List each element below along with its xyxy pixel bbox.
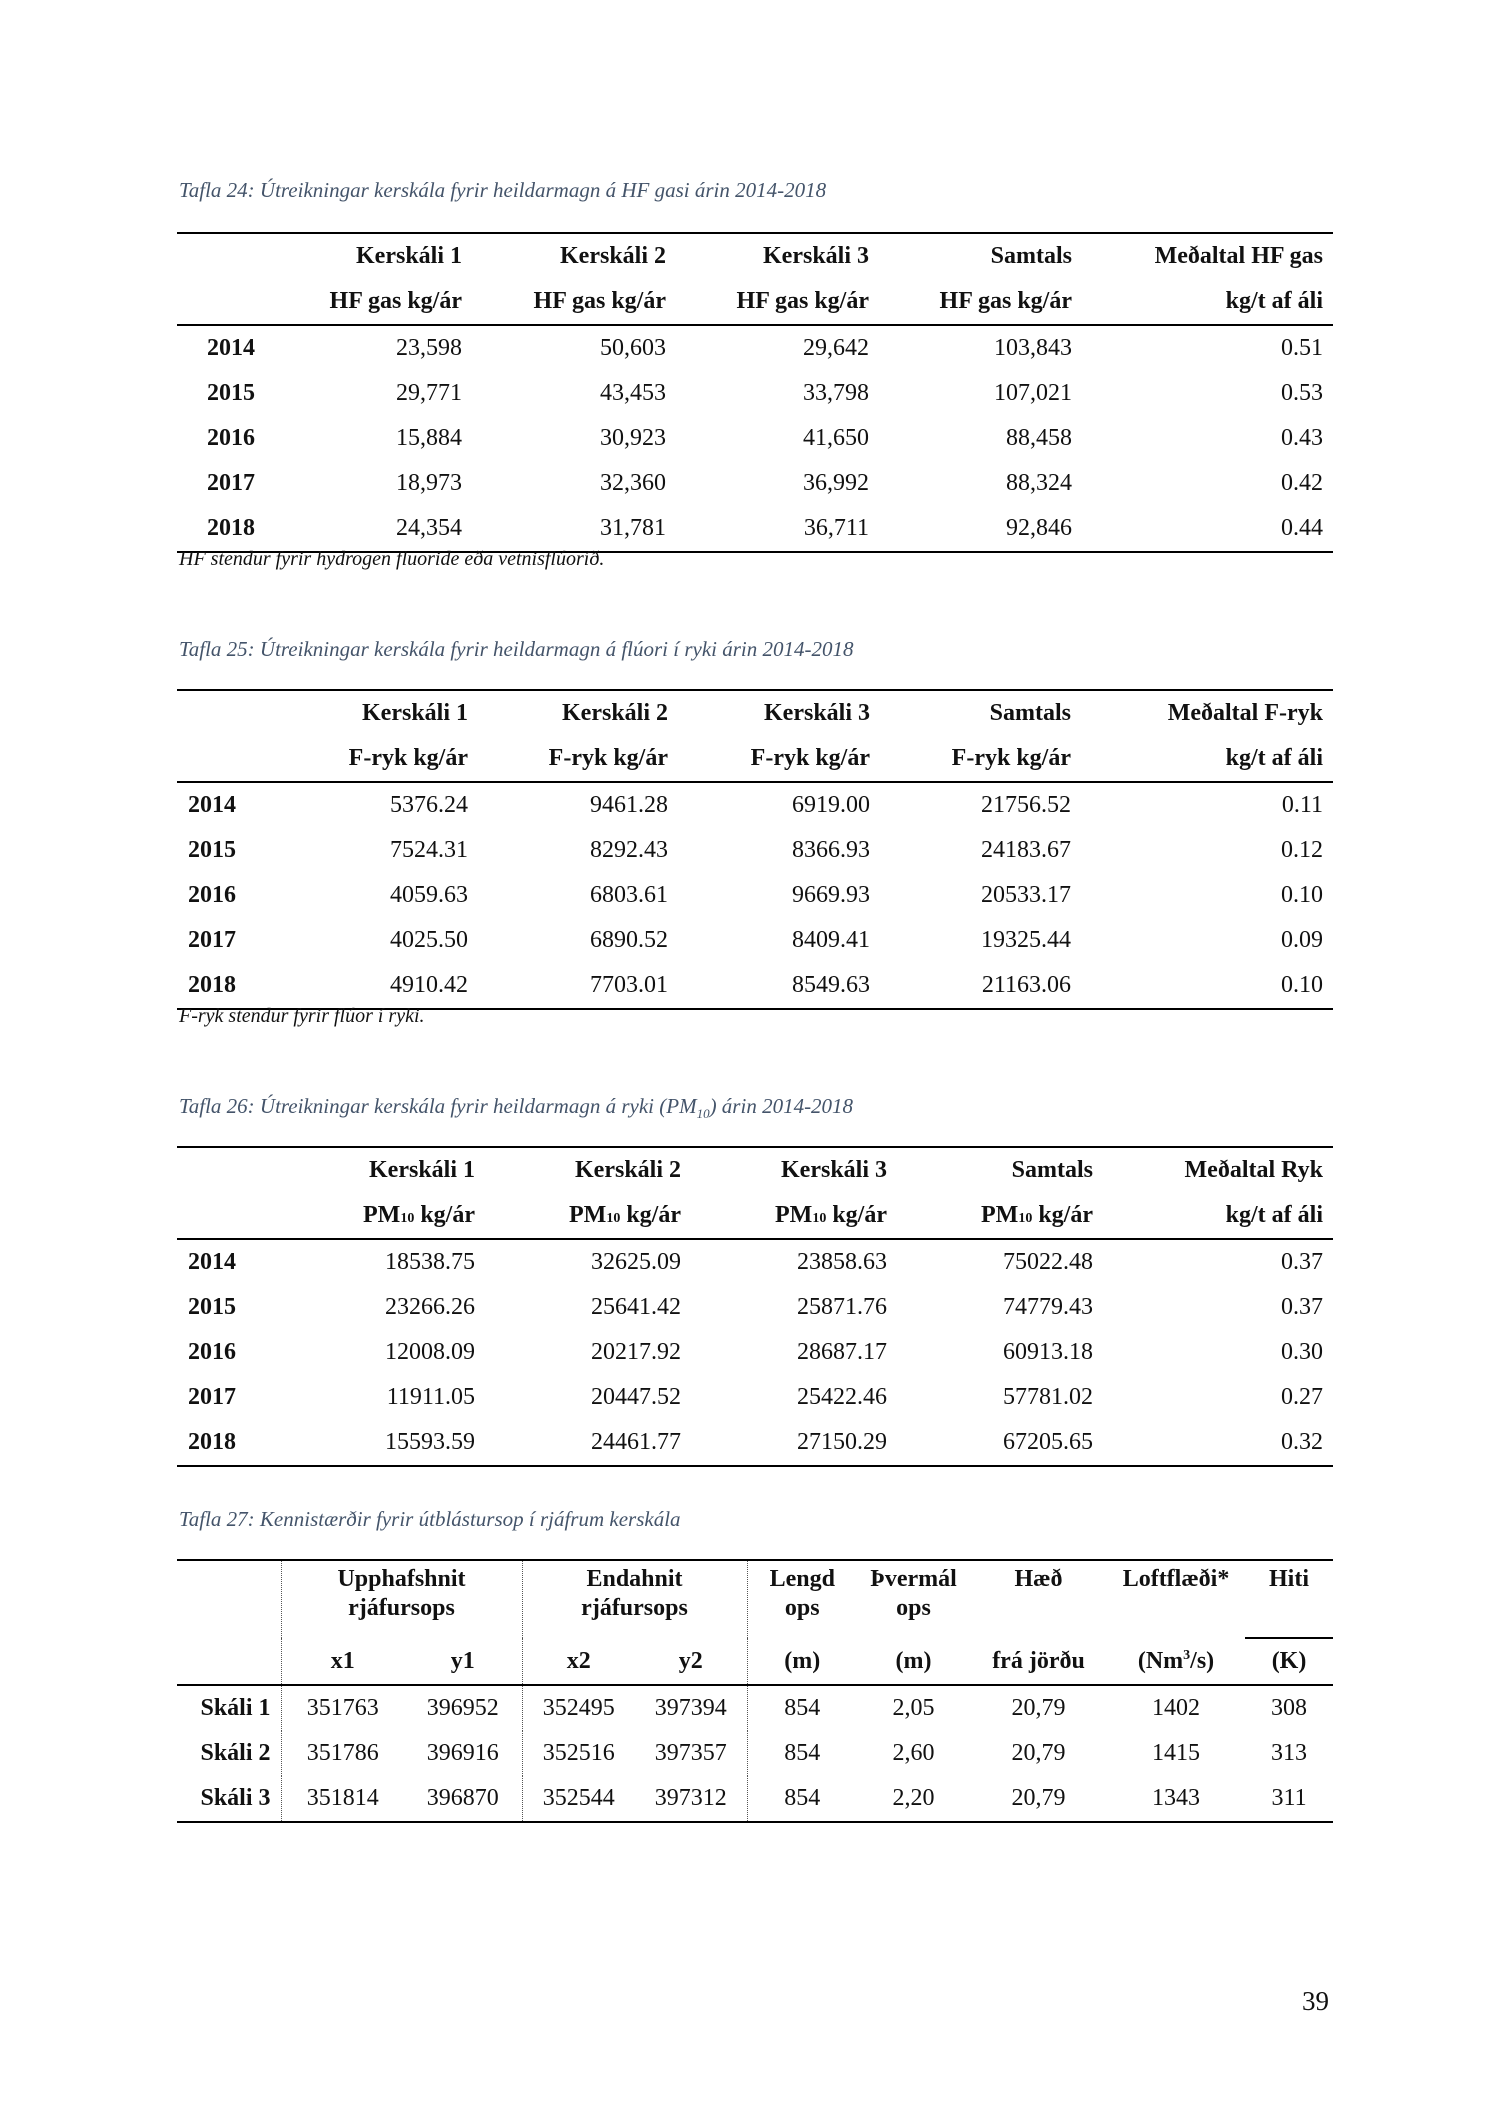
- data-cell: 32,360: [600, 470, 666, 496]
- column-header: [747, 1560, 857, 1638]
- column-header: Kerskáli 1: [296, 690, 468, 736]
- column-header: Kerskáli 2: [475, 1147, 681, 1193]
- header-row: [177, 1638, 1333, 1685]
- data-cell: 30,923: [600, 425, 666, 451]
- data-cell: 0.10: [1281, 882, 1323, 908]
- data-cell: 25871.76: [797, 1294, 887, 1320]
- data-cell: 352495: [522, 1685, 635, 1731]
- data-cell: 854: [747, 1731, 857, 1776]
- data-cell: 74779.43: [1003, 1294, 1093, 1320]
- data-cell: 88,458: [1006, 425, 1072, 451]
- column-header: [857, 1560, 970, 1638]
- column-unit: kg/t af áli: [1071, 736, 1333, 782]
- unit-text: kg/ár: [620, 1202, 681, 1228]
- data-cell: 0.42: [1281, 470, 1323, 496]
- data-cell: 0.51: [1281, 335, 1323, 361]
- data-cell: 6803.61: [590, 882, 668, 908]
- row-year: 2017: [188, 1384, 236, 1410]
- table-row: [177, 1285, 1333, 1330]
- data-cell: 311: [1245, 1776, 1333, 1822]
- header-line: Hæð: [1014, 1566, 1063, 1592]
- table-row: [177, 325, 1333, 371]
- data-cell: 24183.67: [981, 837, 1071, 863]
- data-cell: 29,642: [803, 335, 869, 361]
- table-25: [177, 689, 1333, 1010]
- column-unit: kg/t af áli: [1072, 279, 1333, 325]
- data-cell: 20447.52: [591, 1384, 681, 1410]
- column-unit: x1: [281, 1638, 404, 1685]
- data-cell: 6919.00: [792, 792, 870, 818]
- header-line: Lengd: [769, 1566, 835, 1592]
- data-cell: 24461.77: [475, 1420, 681, 1466]
- header-line: Þvermál: [870, 1566, 957, 1592]
- table-row: [177, 1731, 1333, 1776]
- header-row: [177, 279, 1333, 325]
- column-unit: kg/t af áli: [1093, 1193, 1333, 1239]
- group-header: [281, 1560, 522, 1638]
- header-row: [177, 736, 1333, 782]
- caption-sub: 10: [696, 1106, 710, 1122]
- table-row: [177, 1420, 1333, 1466]
- row-year: 2016: [207, 425, 255, 451]
- column-unit: y1: [404, 1638, 522, 1685]
- data-cell: 0.10: [1071, 963, 1333, 1009]
- header-cell: [177, 1147, 296, 1193]
- table-24-note: HF stendur fyrir hydrogen fluoride eða vetnisflúoríð.: [179, 548, 605, 570]
- table-row: [177, 918, 1333, 963]
- data-cell: 0.09: [1281, 927, 1323, 953]
- data-cell: 1402: [1152, 1695, 1201, 1721]
- data-cell: 396916: [426, 1740, 499, 1766]
- data-cell: 12008.09: [385, 1339, 475, 1365]
- column-unit: F-ryk kg/ár: [296, 736, 468, 782]
- table-row: [177, 461, 1333, 506]
- data-cell: 20,79: [970, 1776, 1107, 1822]
- data-cell: 9461.28: [590, 792, 668, 818]
- column-unit: (m): [857, 1638, 970, 1685]
- data-cell: 29,771: [396, 380, 462, 406]
- group-line: rjáfursops: [348, 1595, 455, 1621]
- column-unit: F-ryk kg/ár: [468, 736, 668, 782]
- data-cell: 9669.93: [792, 882, 870, 908]
- data-cell: 396870: [404, 1776, 522, 1822]
- unit-text: PM: [363, 1202, 401, 1228]
- data-cell: 351786: [281, 1731, 404, 1776]
- table-row: [177, 782, 1333, 828]
- row-year: 2014: [188, 792, 236, 818]
- table-row: [177, 1239, 1333, 1285]
- data-cell: 31,781: [462, 506, 666, 552]
- data-cell: 25641.42: [591, 1294, 681, 1320]
- data-cell: 396952: [426, 1695, 499, 1721]
- unit-text: PM: [775, 1202, 813, 1228]
- column-unit: [296, 1193, 475, 1239]
- row-year: 2014: [188, 1249, 236, 1275]
- unit-text: kg/ár: [1032, 1202, 1093, 1228]
- column-header: Kerskáli 1: [296, 1147, 475, 1193]
- header-cell: [177, 279, 290, 325]
- row-label: Skáli 3: [177, 1776, 281, 1822]
- table-25-note: F-ryk stendur fyrir flúor í ryki.: [179, 1005, 425, 1027]
- data-cell: 50,603: [600, 335, 666, 361]
- column-unit: (m): [747, 1638, 857, 1685]
- header-line: ops: [784, 1595, 820, 1621]
- row-year: 2016: [188, 882, 236, 908]
- column-header: Samtals: [887, 1147, 1093, 1193]
- data-cell: 67205.65: [887, 1420, 1093, 1466]
- column-unit: x2: [522, 1638, 635, 1685]
- data-cell: 18,973: [396, 470, 462, 496]
- data-cell: 4025.50: [390, 927, 468, 953]
- header-row: [177, 1193, 1333, 1239]
- unit-text: (Nm: [1137, 1647, 1184, 1674]
- column-header: Meðaltal Ryk: [1093, 1147, 1333, 1193]
- data-cell: 5376.24: [390, 792, 468, 818]
- data-cell: 25422.46: [797, 1384, 887, 1410]
- data-cell: 57781.02: [1003, 1384, 1093, 1410]
- column-unit: HF gas kg/ár: [869, 279, 1072, 325]
- header-line: Hiti: [1269, 1566, 1310, 1592]
- data-cell: 8366.93: [792, 837, 870, 863]
- data-cell: 0.30: [1281, 1339, 1323, 1365]
- column-unit: frá jörðu: [970, 1638, 1107, 1685]
- group-line: Endahnit: [586, 1566, 683, 1592]
- caption-text: ) árin 2014-2018: [709, 1094, 854, 1118]
- data-cell: 1415: [1152, 1740, 1201, 1766]
- data-cell: 0.53: [1281, 380, 1323, 406]
- table-27: [177, 1559, 1333, 1823]
- unit-text: kg/ár: [826, 1202, 887, 1228]
- data-cell: 0.32: [1093, 1420, 1333, 1466]
- data-cell: 20,79: [1011, 1740, 1066, 1766]
- data-cell: 854: [747, 1776, 857, 1822]
- data-cell: 2,05: [892, 1695, 935, 1721]
- header-row: [177, 1560, 1333, 1638]
- page-number: 39: [1302, 1986, 1329, 2016]
- column-unit: [887, 1193, 1093, 1239]
- column-unit: F-ryk kg/ár: [870, 736, 1071, 782]
- column-unit: y2: [635, 1638, 747, 1685]
- data-cell: 18538.75: [385, 1249, 475, 1275]
- header-cell: [177, 233, 290, 279]
- column-unit: HF gas kg/ár: [666, 279, 869, 325]
- column-header: Samtals: [869, 233, 1072, 279]
- data-cell: 15,884: [396, 425, 462, 451]
- header-cell: [177, 1193, 296, 1239]
- table-27-caption: Tafla 27: Kennistærðir fyrir útblástursop í rjáfrum kerskála: [179, 1507, 681, 1531]
- column-header: Kerskáli 3: [668, 690, 870, 736]
- table-row: [177, 1685, 1333, 1731]
- column-header: Kerskáli 2: [468, 690, 668, 736]
- row-year: 2017: [207, 470, 255, 496]
- table-row: [177, 506, 1333, 552]
- column-header: [970, 1560, 1107, 1638]
- header-cell: [177, 1560, 281, 1638]
- column-unit: [475, 1193, 681, 1239]
- data-cell: 4059.63: [390, 882, 468, 908]
- data-cell: 23266.26: [385, 1294, 475, 1320]
- data-cell: 19325.44: [981, 927, 1071, 953]
- row-label: Skáli 2: [200, 1740, 271, 1766]
- data-cell: 351814: [281, 1776, 404, 1822]
- column-header: Meðaltal HF gas: [1072, 233, 1333, 279]
- data-cell: 41,650: [803, 425, 869, 451]
- table-24-caption: Tafla 24: Útreikningar kerskála fyrir heildarmagn á HF gasi árin 2014-2018: [179, 178, 827, 202]
- data-cell: 20533.17: [981, 882, 1071, 908]
- table-25-caption: Tafla 25: Útreikningar kerskála fyrir heildarmagn á flúori í ryki árin 2014-2018: [179, 637, 854, 661]
- data-cell: 27150.29: [681, 1420, 887, 1466]
- unit-sub: 10: [606, 1211, 621, 1226]
- table-row: [177, 1330, 1333, 1375]
- row-year: 2015: [188, 837, 236, 863]
- column-header: Kerskáli 3: [666, 233, 869, 279]
- header-cell: [177, 736, 296, 782]
- data-cell: 7703.01: [468, 963, 668, 1009]
- data-cell: 0.44: [1072, 506, 1333, 552]
- data-cell: 43,453: [600, 380, 666, 406]
- data-cell: 0.43: [1281, 425, 1323, 451]
- column-header: [1245, 1560, 1333, 1638]
- data-cell: 28687.17: [797, 1339, 887, 1365]
- row-year: 2016: [188, 1339, 236, 1365]
- header-row: [177, 690, 1333, 736]
- data-cell: 103,843: [994, 335, 1072, 361]
- data-cell: 8549.63: [668, 963, 870, 1009]
- data-cell: 92,846: [869, 506, 1072, 552]
- header-line: Loftflæði*: [1122, 1566, 1230, 1592]
- column-header: Meðaltal F-ryk: [1071, 690, 1333, 736]
- row-year: 2015: [207, 380, 255, 406]
- data-cell: 6890.52: [590, 927, 668, 953]
- data-cell: 107,021: [994, 380, 1072, 406]
- data-cell: 8409.41: [792, 927, 870, 953]
- column-header: Samtals: [870, 690, 1071, 736]
- unit-sub: 10: [812, 1211, 827, 1226]
- data-cell: 23858.63: [797, 1249, 887, 1275]
- data-cell: 24,354: [290, 506, 462, 552]
- data-cell: 8292.43: [590, 837, 668, 863]
- data-cell: 32625.09: [591, 1249, 681, 1275]
- column-unit: [1107, 1638, 1245, 1685]
- unit-sub: 10: [400, 1211, 415, 1226]
- data-cell: 20217.92: [591, 1339, 681, 1365]
- table-row: [177, 963, 1333, 1009]
- table-26-caption: [179, 1094, 853, 1122]
- data-cell: 2,60: [892, 1740, 935, 1766]
- data-cell: 397312: [635, 1776, 747, 1822]
- group-header: [522, 1560, 747, 1638]
- unit-text: kg/ár: [414, 1202, 475, 1228]
- data-cell: 21756.52: [981, 792, 1071, 818]
- unit-sub: 10: [1018, 1211, 1033, 1226]
- table-24: [177, 232, 1333, 553]
- data-cell: 2,20: [857, 1776, 970, 1822]
- column-unit: F-ryk kg/ár: [668, 736, 870, 782]
- group-line: Upphafshnit: [337, 1566, 466, 1592]
- table-row: [177, 1776, 1333, 1822]
- group-line: rjáfursops: [581, 1595, 688, 1621]
- table-row: [177, 828, 1333, 873]
- row-year: 2014: [207, 335, 255, 361]
- row-year: 2015: [188, 1294, 236, 1320]
- data-cell: 4910.42: [296, 963, 468, 1009]
- data-cell: 33,798: [803, 380, 869, 406]
- unit-text: PM: [569, 1202, 607, 1228]
- data-cell: 352516: [522, 1731, 635, 1776]
- table-26: [177, 1146, 1333, 1467]
- data-cell: 351763: [281, 1685, 404, 1731]
- data-cell: 20,79: [1011, 1695, 1066, 1721]
- data-cell: 7524.31: [390, 837, 468, 863]
- data-cell: 0.27: [1281, 1384, 1323, 1410]
- row-year: 2018: [177, 963, 296, 1009]
- data-cell: 352544: [522, 1776, 635, 1822]
- data-cell: 88,324: [1006, 470, 1072, 496]
- header-row: [177, 233, 1333, 279]
- data-cell: 0.37: [1281, 1249, 1323, 1275]
- data-cell: 36,711: [666, 506, 869, 552]
- column-header: Kerskáli 3: [681, 1147, 887, 1193]
- table-row: [177, 1375, 1333, 1420]
- table-row: [177, 873, 1333, 918]
- data-cell: 854: [747, 1685, 857, 1731]
- data-cell: 60913.18: [1003, 1339, 1093, 1365]
- table-row: [177, 371, 1333, 416]
- column-header: [1107, 1560, 1245, 1638]
- data-cell: 23,598: [396, 335, 462, 361]
- column-header: Kerskáli 2: [462, 233, 666, 279]
- header-row: [177, 1147, 1333, 1193]
- row-year: 2018: [177, 1420, 296, 1466]
- data-cell: 313: [1271, 1740, 1308, 1766]
- data-cell: 11911.05: [386, 1384, 475, 1410]
- data-cell: 75022.48: [1003, 1249, 1093, 1275]
- table-row: [177, 416, 1333, 461]
- data-cell: 1343: [1107, 1776, 1245, 1822]
- data-cell: 308: [1271, 1695, 1308, 1721]
- unit-text: /s): [1190, 1647, 1215, 1674]
- data-cell: 0.12: [1281, 837, 1323, 863]
- data-cell: 397394: [654, 1695, 727, 1721]
- caption-text: Tafla 26: Útreikningar kerskála fyrir heildarmagn á ryki (PM: [179, 1094, 697, 1118]
- data-cell: 0.11: [1281, 792, 1323, 818]
- column-unit: HF gas kg/ár: [290, 279, 462, 325]
- column-unit: [681, 1193, 887, 1239]
- header-line: ops: [896, 1595, 931, 1621]
- column-header: Kerskáli 1: [290, 233, 462, 279]
- column-unit: (K): [1245, 1638, 1333, 1685]
- row-label: Skáli 1: [200, 1695, 271, 1721]
- unit-sup: 3: [1183, 1647, 1191, 1663]
- data-cell: 21163.06: [870, 963, 1071, 1009]
- header-cell: [177, 1638, 281, 1685]
- data-cell: 0.37: [1281, 1294, 1323, 1320]
- header-cell: [177, 690, 296, 736]
- data-cell: 397357: [654, 1740, 727, 1766]
- unit-text: PM: [981, 1202, 1019, 1228]
- data-cell: 15593.59: [296, 1420, 475, 1466]
- column-unit: HF gas kg/ár: [462, 279, 666, 325]
- row-year: 2018: [177, 506, 290, 552]
- data-cell: 36,992: [803, 470, 869, 496]
- row-year: 2017: [188, 927, 236, 953]
